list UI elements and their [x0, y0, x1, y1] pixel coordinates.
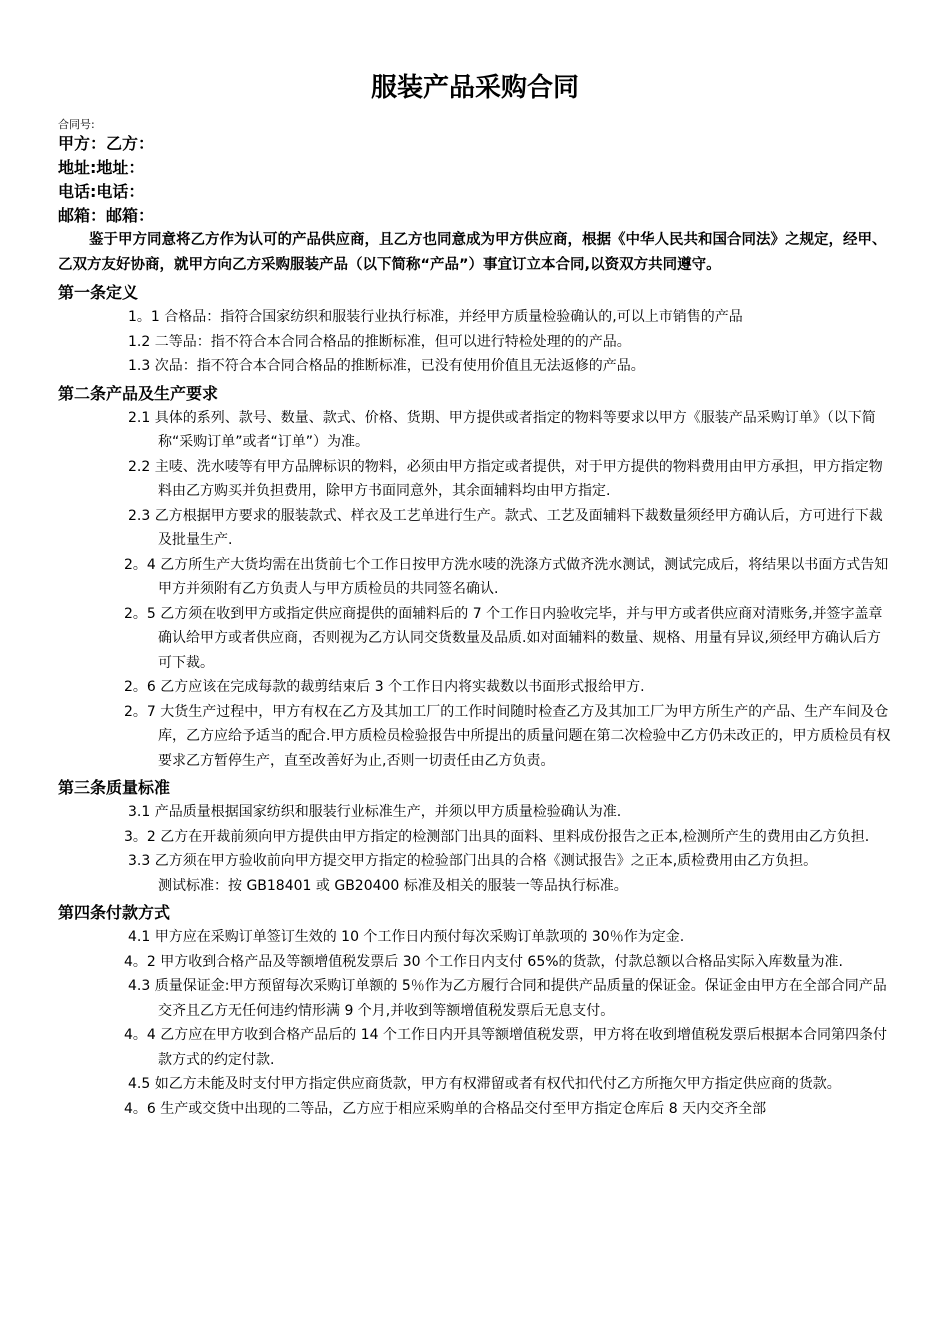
clause: 1.2 二等品：指不符合本合同合格品的推断标准，但可以进行特检处理的的产品。: [128, 333, 631, 350]
clause: 4。4 乙方应在甲方收到合格产品后的 14 个工作日内开具等额增值税发票，甲方将在收到增值税发票后根据本合同第四条付款方式的约定付款.: [124, 1027, 887, 1068]
clause: 4。2 甲方收到合格产品及等额增值税发票后 30 个工作日内支付 65%的货款，付款总额以合格品实际入库数量为准.: [124, 953, 843, 970]
section-title: 第四条付款方式: [58, 903, 171, 922]
section-title: 第一条定义: [58, 283, 139, 302]
clause: 2.3 乙方根据甲方要求的服装款式、样衣及工艺单进行生产。款式、工艺及面辅料下裁数量须经甲方确认后，方可进行下裁及批量生产.: [128, 507, 883, 548]
clause: 3.3 乙方须在甲方验收前向甲方提交甲方指定的检验部门出具的合格《测试报告》之正本,质检费用由乙方负担。: [128, 853, 818, 869]
contract-number: 合同号:: [58, 118, 95, 131]
party-line: 邮箱：邮箱：: [58, 206, 155, 225]
clause: 1。1 合格品：指符合国家纺织和服装行业执行标准，并经甲方质量检验确认的,可以上市销售的产品: [128, 309, 743, 325]
clause: 2.2 主唛、洗水唛等有甲方品牌标识的物料，必须由甲方指定或者提供，对于甲方提供的物料费用由甲方承担，甲方指定物料由乙方购买并负担费用，除甲方书面同意外，其余面辅料均由甲方指定.: [128, 458, 883, 499]
clause: 3.1 产品质量根据国家纺织和服装行业标准生产，并须以甲方质量检验确认为准.: [128, 804, 622, 820]
section-title: 第二条产品及生产要求: [58, 383, 219, 403]
section-title: 第三条质量标准: [58, 778, 171, 797]
clause: 2.1 具体的系列、款号、数量、款式、价格、货期、甲方提供或者指定的物料等要求以甲方《服装产品采购订单》（以下简称“采购订单”或者“订单”）为准。: [128, 409, 876, 450]
clause: 4.1 甲方应在采购订单签订生效的 10 个工作日内预付每次采购订单款项的 30％作为定金.: [128, 929, 685, 945]
clause: 3。2 乙方在开裁前须向甲方提供由甲方指定的检测部门出具的面料、里料成份报告之正本,检测所产生的费用由乙方负担.: [124, 828, 870, 845]
clause: 4。6 生产或交货中出现的二等品，乙方应于相应采购单的合格品交付至甲方指定仓库后 8 天内交齐全部: [124, 1100, 767, 1117]
clause: 2。5 乙方须在收到甲方或指定供应商提供的面辅料后的 7 个工作日内验收完毕，并与甲方或者供应商对清账务,并签字盖章确认给甲方或者供应商，否则视为乙方认同交货数量及品质.如对面辅料的数量、规格、用量有异议,须经甲方确认后方可下裁。: [124, 605, 883, 671]
clause: 2。6 乙方应该在完成每款的裁剪结束后 3 个工作日内将实裁数以书面形式报给甲方.: [124, 679, 645, 695]
party-line: 地址:地址：: [58, 158, 145, 177]
test-standard-note: 测试标准：按 GB18401 或 GB20400 标准及相关的服装一等品执行标准。: [158, 877, 628, 894]
clause: 2。7 大货生产过程中，甲方有权在乙方及其加工厂的工作时间随时检查乙方及其加工厂为甲方所生产的产品、生产车间及仓库，乙方应给予适当的配合.甲方质检员检验报告中所提出的质量问题在第二次检验中乙方仍未改正的，甲方质检员有权要求乙方暂停生产，直至改善好为止,否则一切责任由乙方负责。: [124, 703, 891, 769]
document-title: 服装产品采购合同: [370, 73, 579, 103]
party-line: 甲方：乙方：: [58, 134, 155, 153]
clause: 2。4 乙方所生产大货均需在出货前七个工作日按甲方洗水唛的洗涤方式做齐洗水测试，测试完成后，将结果以书面方式告知甲方并须附有乙方负责人与甲方质检员的共同签名确认.: [124, 556, 889, 597]
clause: 4.3 质量保证金:甲方预留每次采购订单额的 5％作为乙方履行合同和提供产品质量的保证金。保证金由甲方在全部合同产品交齐且乙方无任何违约情形满 9 个月,并收到等额增值税发票后无息支付。: [128, 978, 887, 1019]
preamble-paragraph: 鉴于甲方同意将乙方作为认可的产品供应商，且乙方也同意成为甲方供应商，根据《中华人民共和国合同法》之规定，经甲、乙双方友好协商，就甲方向乙方采购服装产品（以下简称“产品”）事宜订立本合同,以资双方共同遵守。: [58, 232, 887, 273]
clause: 1.3 次品：指不符合本合同合格品的推断标准，已没有使用价值且无法返修的产品。: [128, 358, 645, 374]
party-line: 电话:电话：: [58, 182, 145, 201]
clause: 4.5 如乙方未能及时支付甲方指定供应商货款，甲方有权滞留或者有权代扣代付乙方所拖欠甲方指定供应商的货款。: [128, 1076, 841, 1092]
